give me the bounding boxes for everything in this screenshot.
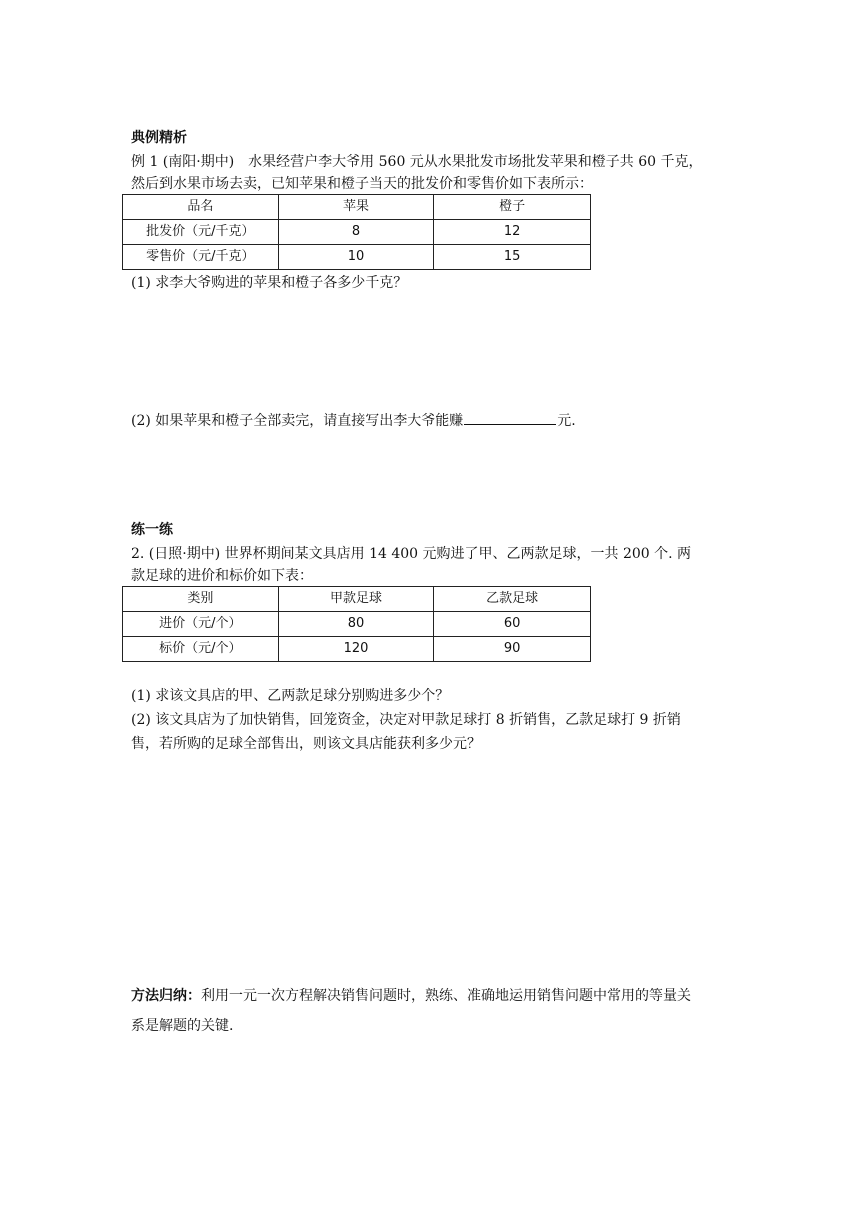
example-question-2-prefix: (2) 如果苹果和橙子全部卖完，请直接写出李大爷能赚 <box>131 413 464 429</box>
table-cell: 进价（元/个） <box>123 612 279 637</box>
table-header-cell: 类别 <box>123 587 279 612</box>
fruit-price-table <box>122 194 591 270</box>
table-cell: 8 <box>278 220 434 245</box>
example-problem-line-1: 例 1 (南阳·期中) 水果经营户李大爷用 560 元从水果批发市场批发苹果和橙子共 60 千克， <box>131 154 703 170</box>
table-header-cell: 乙款足球 <box>434 587 591 612</box>
practice-question-1: (1) 求该文具店的甲、乙两款足球分别购进多少个？ <box>131 688 450 704</box>
table-cell: 零售价（元/千克） <box>123 245 279 270</box>
table-row <box>123 637 591 662</box>
table-cell: 10 <box>278 245 434 270</box>
table-header-row <box>123 587 591 612</box>
table-header-cell: 甲款足球 <box>278 587 434 612</box>
football-price-table <box>122 586 591 662</box>
table-cell: 批发价（元/千克） <box>123 220 279 245</box>
practice-question-2-line-2: 售，若所购的足球全部售出，则该文具店能获利多少元？ <box>131 736 481 752</box>
table-header-cell: 品名 <box>123 195 279 220</box>
practice-question-2-line-1: (2) 该文具店为了加快销售，回笼资金，决定对甲款足球打 8 折销售，乙款足球打 9 折销 <box>131 712 681 728</box>
example-heading: 典例精析 <box>131 130 187 146</box>
example-question-1: (1) 求李大爷购进的苹果和橙子各多少千克？ <box>131 275 408 291</box>
method-text: 利用一元一次方程解决销售问题时，熟练、准确地运用销售问题中常用的等量关 <box>201 988 691 1004</box>
method-summary-line-2: 系是解题的关键. <box>131 1018 234 1034</box>
table-header-cell: 橙子 <box>434 195 591 220</box>
table-row <box>123 220 591 245</box>
table-cell: 120 <box>278 637 434 662</box>
table-row <box>123 245 591 270</box>
table-cell: 90 <box>434 637 591 662</box>
table-cell: 15 <box>434 245 591 270</box>
example-question-2-suffix: 元. <box>557 413 576 429</box>
table-header-row <box>123 195 591 220</box>
table-row <box>123 612 591 637</box>
method-label: 方法归纳： <box>131 988 201 1004</box>
answer-blank[interactable] <box>464 409 556 425</box>
practice-problem-line-2: 款足球的进价和标价如下表： <box>131 568 313 584</box>
table-cell: 标价（元/个） <box>123 637 279 662</box>
method-summary-line-1 <box>131 986 691 1006</box>
table-cell: 80 <box>278 612 434 637</box>
practice-heading: 练一练 <box>131 522 173 538</box>
practice-problem-line-1: 2. (日照·期中) 世界杯期间某文具店用 14 400 元购进了甲、乙两款足球，一共 200 个. 两 <box>131 546 692 562</box>
table-header-cell: 苹果 <box>278 195 434 220</box>
example-question-2 <box>131 409 576 431</box>
table-cell: 12 <box>434 220 591 245</box>
example-problem-line-2: 然后到水果市场去卖，已知苹果和橙子当天的批发价和零售价如下表所示： <box>131 176 593 192</box>
table-cell: 60 <box>434 612 591 637</box>
